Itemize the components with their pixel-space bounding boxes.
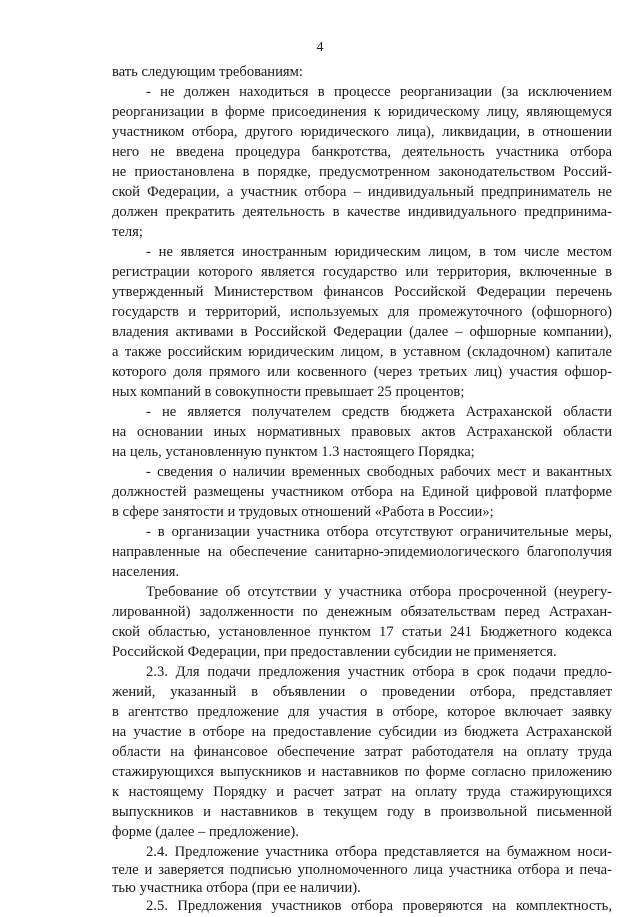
text-line: на цель, установленную пунктом 1.3 настоящего Порядка; <box>112 444 475 460</box>
text-line: к настоящему Порядку и расчет затрат на оплату труда стажирующихся <box>112 784 612 800</box>
text-line: утвержденный Министерством финансов Российской Федерации перечень <box>112 284 612 300</box>
text-line: ных компаний в совокупности превышает 25 процентов; <box>112 384 465 400</box>
text-line: на основании иных нормативных правовых актов Астраханской области <box>112 424 612 440</box>
text-line: ской областью, установленное пунктом 17 статьи 241 Бюджетного кодекса <box>112 624 612 640</box>
text-line: области на финансовое обеспечение затрат работодателя на оплату труда <box>112 744 612 760</box>
text-line: участником отбора, другого юридического лица), ликвидации, в отношении <box>112 124 612 140</box>
text-line: должностей размещены участником отбора на Единой цифровой платформе <box>112 484 612 500</box>
text-line: жений, указанный в объявлении о проведении отбора, представляет <box>112 684 612 700</box>
text-line: стажирующихся выпускников и наставников по форме согласно приложению <box>112 764 612 780</box>
text-line: - не является иностранным юридическим лицом, в том числе местом <box>146 244 612 260</box>
text-line: 2.3. Для подачи предложения участник отбора в срок подачи предло- <box>146 664 612 680</box>
text-line: 2.5. Предложения участников отбора проверяются на комплектность, <box>146 898 612 914</box>
text-line: направленные на обеспечение санитарно-эпидемиологического благополучия <box>112 544 612 560</box>
text-line: владения активами в Российской Федерации (далее – офшорные компании), <box>112 324 612 340</box>
text-line: теля; <box>112 224 143 240</box>
text-line: - в организации участника отбора отсутствуют ограничительные меры, <box>146 524 612 540</box>
text-line: Российской Федерации, при предоставлении субсидии не применяется. <box>112 644 557 660</box>
text-line: не приостановлена в порядке, предусмотренном законодательством Россий- <box>112 164 612 180</box>
text-line: а также российским юридическим лицом, в уставном (складочном) капитале <box>112 344 612 360</box>
text-line: - не является получателем средств бюджета Астраханской области <box>146 404 612 420</box>
text-line: лированной) задолженности по денежным обязательствам перед Астрахан- <box>112 604 612 620</box>
text-line: которого доля прямого или косвенного (через третьих лиц) участия офшор- <box>112 364 612 380</box>
text-line: в сфере занятости и трудовых отношений «Работа в России»; <box>112 504 494 520</box>
text-line: реорганизации в форме присоединения к юридическому лицу, являющемуся <box>112 104 612 120</box>
text-line: на участие в отборе на предоставление субсидии из бюджета Астраханской <box>112 724 612 740</box>
text-line: форме (далее – предложение). <box>112 824 299 840</box>
text-line: выпускников и наставников в текущем году в произвольной письменной <box>112 804 612 820</box>
text-line: тью участника отбора (при ее наличии). <box>112 880 361 896</box>
text-line: - сведения о наличии временных свободных рабочих мест и вакантных <box>146 464 612 480</box>
page-number: 4 <box>316 40 324 55</box>
text-line: теле и заверяется подписью уполномоченного лица участника отбора и печа- <box>112 862 612 878</box>
text-line: - не должен находиться в процессе реорганизации (за исключением <box>146 84 612 100</box>
text-line: него не введена процедура банкротства, деятельность участника отбора <box>112 144 612 160</box>
text-line: вать следующим требованиям: <box>112 64 303 80</box>
text-line: Требование об отсутствии у участника отбора просроченной (неурегу- <box>146 584 612 600</box>
text-line: регистрации которого является государство или территория, включенные в <box>112 264 612 280</box>
text-line: населения. <box>112 564 180 580</box>
text-line: в агентство предложение для участия в отборе, которое включает заявку <box>112 704 612 720</box>
text-line: государств и территорий, используемых для промежуточного (офшорного) <box>112 304 612 320</box>
text-line: ской Федерации, а участник отбора – индивидуальный предприниматель не <box>112 184 612 200</box>
text-line: должен прекратить деятельность в качестве индивидуального предпринима- <box>112 204 612 220</box>
text-line: 2.4. Предложение участника отбора представляется на бумажном носи- <box>146 844 612 860</box>
